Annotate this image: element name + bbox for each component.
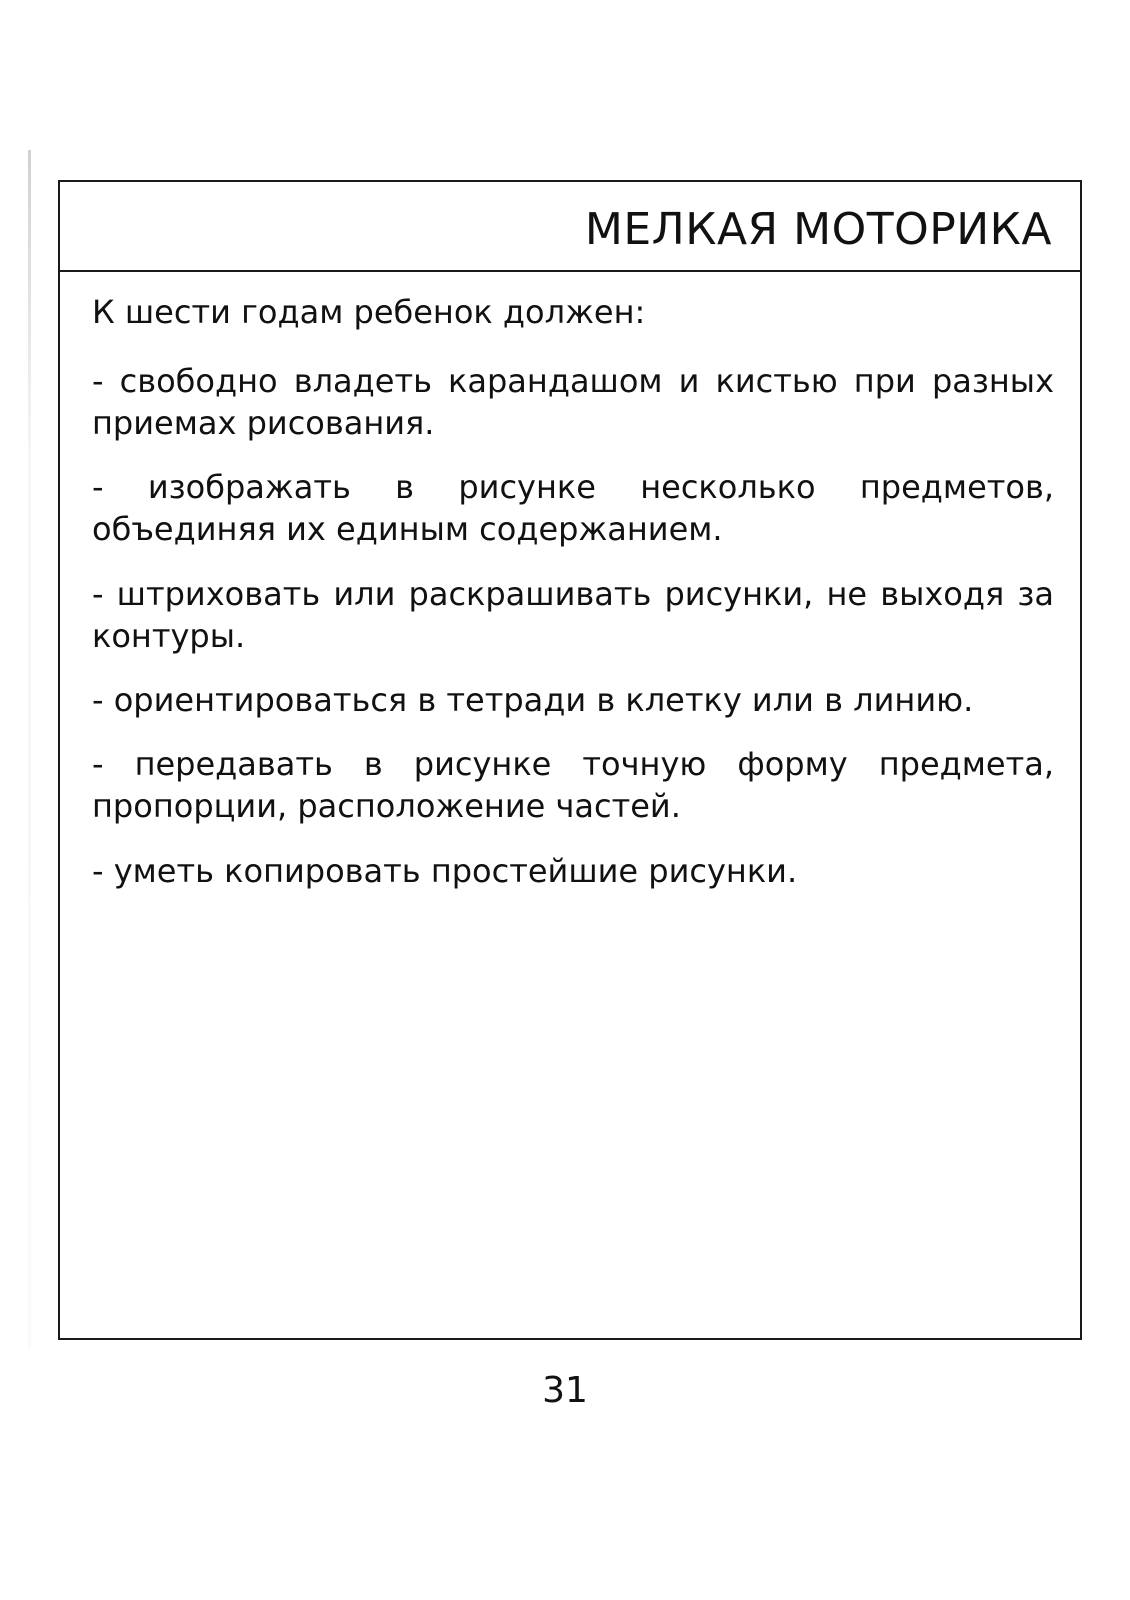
content-body <box>92 292 1054 914</box>
page-number: 31 <box>542 1370 588 1411</box>
intro-text: К шести годам ребенок должен: <box>92 293 646 331</box>
list-item: - штриховать или раскрашивать рисунки, не выходя за контуры. <box>92 574 1054 655</box>
list-item: - ориентироваться в тетради в клетку или в линию. <box>92 681 974 719</box>
title-bar <box>60 182 1080 272</box>
list-item: - свободно владеть карандашом и кистью при разных приемах рисования. <box>92 361 1054 442</box>
page-title: МЕЛКАЯ МОТОРИКА <box>584 204 1052 255</box>
list-item: - передавать в рисунке точную форму предмета, пропорции, расположение частей. <box>92 745 1054 826</box>
content-frame <box>58 180 1082 1340</box>
scan-edge <box>28 150 31 1350</box>
list-item: - уметь копировать простейшие рисунки. <box>92 851 798 890</box>
list-item: - изображать в рисунке несколько предметов, объединяя их единым содержанием. <box>92 468 1054 549</box>
